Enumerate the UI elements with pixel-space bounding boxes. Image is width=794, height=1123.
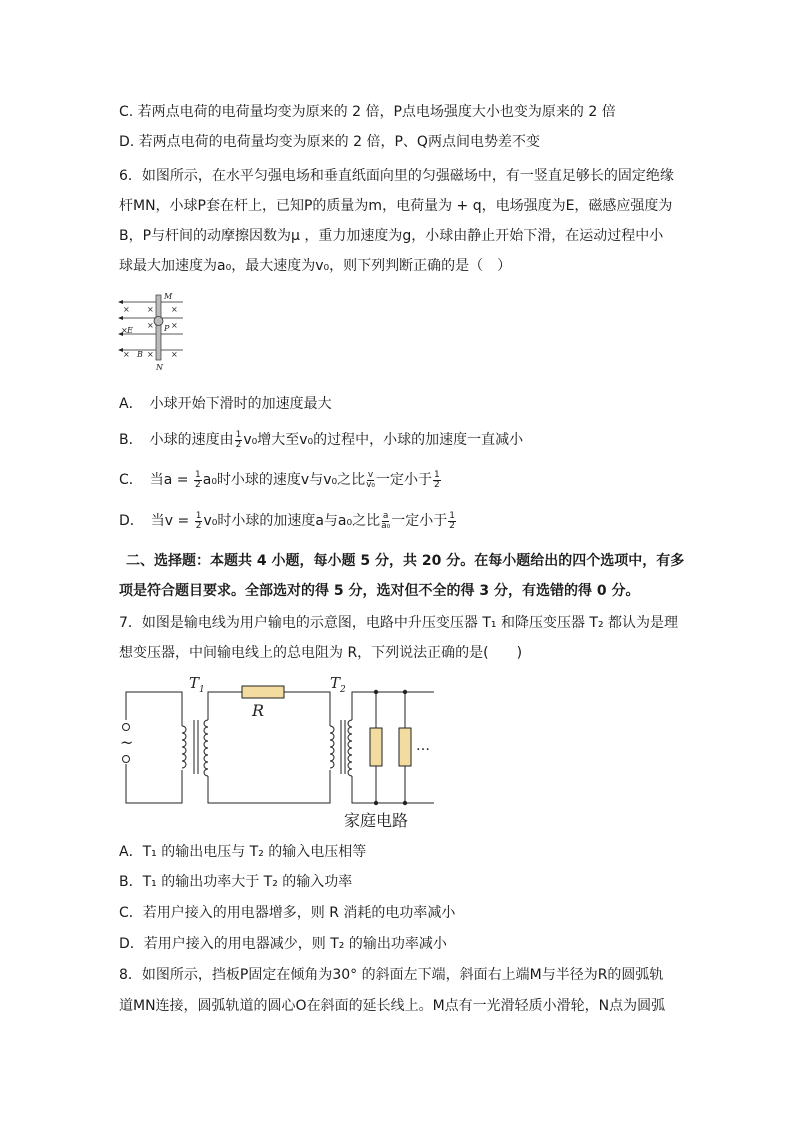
question-8-line-2: 道MN连接，圆弧轨道的圆心O在斜面的延长线上。M点有一光滑轻质小滑轮，N点为圆弧 (119, 998, 666, 1014)
fig6-cross: × (123, 305, 130, 314)
fig6-cross: × (171, 305, 178, 314)
question-8-line-1: 8．如图所示，挡板P固定在倾角为30° 的斜面左下端，斜面右上端M与半径为R的圆弧轨 (119, 967, 664, 983)
fig6-label-p: P (164, 324, 170, 333)
label-t2: $T_2$ (330, 674, 346, 695)
fig6-cross: × (121, 326, 128, 335)
ac-source-symbol: ~ (120, 733, 134, 752)
fig6-cross: × (147, 305, 154, 314)
ellipsis: … (416, 738, 430, 754)
q7-option-d: D．若用户接入的用电器减少，则 T₂ 的输出功率减小 (119, 936, 447, 952)
fraction: $\frac{1}{2}$ (235, 429, 242, 450)
fig6-cross: × (147, 321, 154, 330)
question-6-line-3: B，P与杆间的动摩擦因数为μ ，重力加速度为g，小球由静止开始下滑，在运动过程中小 (119, 228, 664, 244)
option-d-prev: D. 若两点电荷的电荷量均变为原来的 2 倍，P、Q两点间电势差不变 (119, 134, 540, 150)
fig6-cross: × (171, 350, 178, 359)
option-c-prev: C. 若两点电荷的电荷量均变为原来的 2 倍，P点电场强度大小也变为原来的 2 倍 (119, 104, 616, 120)
section-2-heading-1: 二、选择题：本题共 4 小题，每小题 5 分，共 20 分。在每小题给出的四个选项中，有多 (126, 553, 685, 569)
q7-option-b: B．T₁ 的输出功率大于 T₂ 的输入功率 (119, 874, 353, 890)
fraction: $\frac{1}{2}$ (195, 469, 201, 490)
question-7-line-1: 7．如图是输电线为用户输电的示意图，电路中升压变压器 T₁ 和降压变压器 T₂ 都认为是理 (119, 615, 679, 631)
question-6-line-4: 球最大加速度为a₀，最大速度为v₀，则下列判断正确的是（ ） (119, 258, 512, 274)
section-2-heading-2: 项是符合题目要求。全部选对的得 5 分，选对但不全的得 3 分，有选错的得 0 分。 (119, 583, 640, 599)
fig6-label-m: M (164, 292, 173, 301)
fig6-cross: × (123, 350, 130, 359)
fraction: $\frac{a}{\text{a₀}}$ (381, 510, 391, 531)
fig6-label-n: N (156, 363, 163, 372)
fig6-label-e: E (127, 326, 133, 335)
fig6-cross: × (147, 350, 154, 359)
fraction: $\frac{1}{2}$ (449, 510, 455, 531)
figure-6-field-diagram (115, 290, 195, 374)
fig6-label-b: B (137, 350, 143, 359)
q6-option-d: D． 当v = $\frac{1}{2}$ v₀时小球的加速度a与a₀之比 $\frac{a}{\text{a₀}}$ 一定小于 $\frac{1}{2}$ (119, 510, 455, 531)
label-r: R (252, 701, 265, 720)
q6-option-b: B． 小球的速度由 $\frac{1}{2}$ v₀增大至v₀的过程中，小球的加速度一直减小 (119, 429, 524, 450)
fraction: $\frac{1}{2}$ (195, 510, 202, 531)
question-6-line-1: 6．如图所示，在水平匀强电场和垂直纸面向里的匀强磁场中，有一竖直足够长的固定绝缘 (119, 168, 674, 184)
figure-7-transmission-circuit (118, 670, 438, 836)
q7-option-a: A．T₁ 的输出电压与 T₂ 的输入电压相等 (119, 844, 367, 860)
fraction: $\frac{v}{\text{v₀}}$ (366, 469, 376, 490)
q6-option-c: C． 当a = $\frac{1}{2}$ a₀时小球的速度v与v₀之比 $\frac{v}{\text{v₀}}$ 一定小于 $\frac{1}{2}$ (119, 469, 440, 490)
fraction: $\frac{1}{2}$ (434, 469, 440, 490)
fig6-cross: × (171, 321, 178, 330)
home-circuit-label: 家庭电路 (344, 811, 409, 830)
question-6-line-2: 杆MN，小球P套在杆上，已知P的质量为m，电荷量为 + q，电场强度为E，磁感应强度为 (119, 198, 673, 214)
label-t1: $T_1$ (189, 674, 205, 695)
q6-option-a: A． 小球开始下滑时的加速度最大 (119, 396, 332, 412)
question-7-line-2: 想变压器，中间输电线上的总电阻为 R，下列说法正确的是( ) (119, 645, 523, 661)
q7-option-c: C．若用户接入的用电器增多，则 R 消耗的电功率减小 (119, 905, 456, 921)
